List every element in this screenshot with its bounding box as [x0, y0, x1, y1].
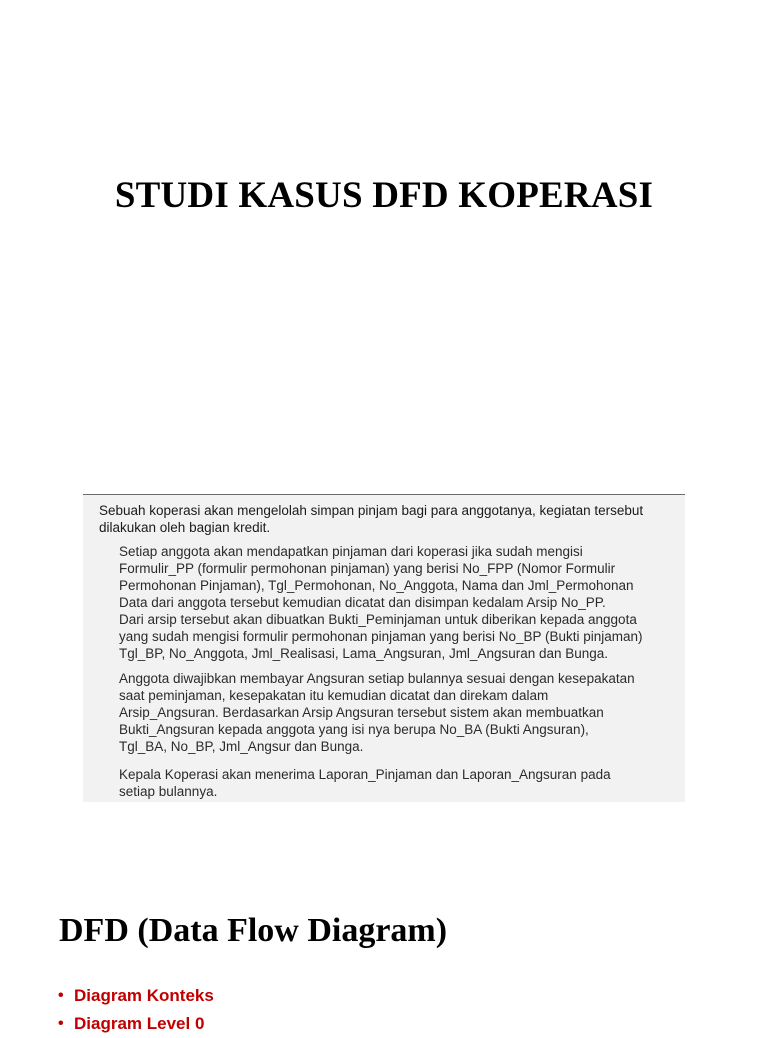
slide-title: STUDI KASUS DFD KOPERASI: [114, 175, 654, 216]
paragraph-line: Data dari anggota tersebut kemudian dicatat dan disimpan kedalam Arsip No_PP.: [119, 595, 606, 610]
paragraph-line: saat peminjaman, kesepakatan itu kemudian dicatat dan direkam dalam: [119, 688, 549, 703]
paragraph-line: Kepala Koperasi akan menerima Laporan_Pinjaman dan Laporan_Angsuran pada: [119, 767, 611, 782]
paragraph-line: setiap bulannya.: [119, 784, 218, 799]
paragraph-line: Bukti_Angsuran kepada anggota yang isi nya berupa No_BA (Bukti Angsuran),: [119, 722, 589, 737]
list-item-label: Diagram Level 0: [74, 1014, 205, 1033]
paragraph-line: Formulir_PP (formulir permohonan pinjaman) yang berisi No_FPP (Nomor Formulir: [119, 561, 616, 576]
paragraph-line: Dari arsip tersebut akan dibuatkan Bukti_Peminjaman untuk diberikan kepada anggota: [119, 612, 637, 627]
paragraph-line: yang sudah mengisi formulir permohonan pinjaman yang berisi No_BP (Bukti pinjaman): [119, 629, 643, 644]
bullet-icon: •: [58, 987, 64, 1004]
dfd-bullet-list: [58, 982, 214, 1038]
case-study-paragraph-2: [119, 670, 691, 755]
dfd-section-heading: DFD (Data Flow Diagram): [59, 912, 448, 949]
list-item-label: Diagram Konteks: [74, 986, 214, 1005]
case-study-paragraph-3: [119, 766, 691, 800]
paragraph-line: Anggota diwajibkan membayar Angsuran setiap bulannya sesuai dengan kesepakatan: [119, 671, 635, 686]
paragraph-line: Tgl_BP, No_Anggota, Jml_Realisasi, Lama_Angsuran, Jml_Angsuran dan Bunga.: [119, 646, 609, 661]
paragraph-line: Arsip_Angsuran. Berdasarkan Arsip Angsuran tersebut sistem akan membuatkan: [119, 705, 604, 720]
case-study-box: [83, 494, 685, 802]
case-study-paragraph-1: [119, 543, 691, 662]
paragraph-line: Tgl_BA, No_BP, Jml_Angsur dan Bunga.: [119, 739, 364, 754]
paragraph-line: Setiap anggota akan mendapatkan pinjaman dari koperasi jika sudah mengisi: [119, 544, 583, 559]
list-item: [58, 1010, 214, 1038]
case-study-intro: Sebuah koperasi akan mengelolah simpan pinjam bagi para anggotanya, kegiatan tersebut dilakukan oleh bagian kredit.: [99, 503, 644, 535]
paragraph-line: Permohonan Pinjaman), Tgl_Permohonan, No_Anggota, Nama dan Jml_Permohonan: [119, 578, 634, 593]
list-item: [58, 982, 214, 1010]
bullet-icon: •: [58, 1015, 64, 1032]
